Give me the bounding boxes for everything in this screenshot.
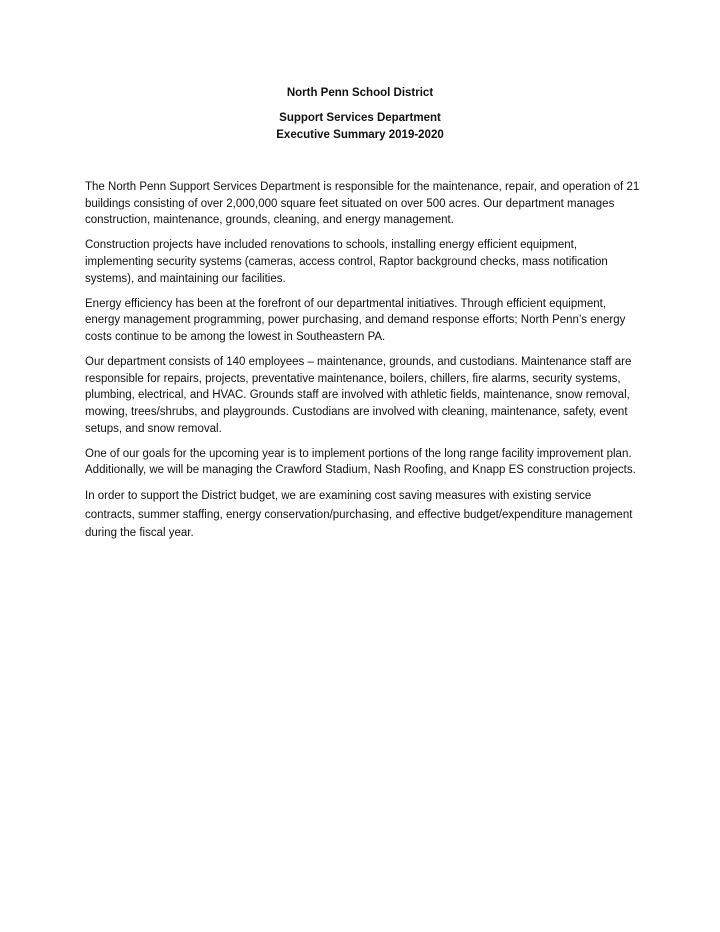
paragraph-goals: One of our goals for the upcoming year is to implement portions of the long range facility improvement plan. Additionally, we will be managing the Crawford Stadium, Nash Roofing, and Knapp ES construction projects. [85,447,636,477]
paragraph-staff: Our department consists of 140 employees – maintenance, grounds, and custodians. Maintenance staff are responsible for repairs, projects, preventative maintenance, boilers, chillers, fire alarms, security systems, plumbing, electrical, and HVAC. Grounds staff are involved with athletic fields, maintenance, snow removal, mowing, trees/shrubs, and playgrounds. Custodians are involved with cleaning, maintenance, safety, event setups, and snow removal. [85,356,632,435]
paragraph-budget: In order to support the District budget, we are examining cost saving measures with existing service contracts, summer staffing, energy conservation/purchasing, and effective budget/expenditure management during the fiscal year. [85,490,633,540]
paragraph-construction: Construction projects have included renovations to schools, installing energy efficient equipment, implementing security systems (cameras, access control, Raptor background checks, mass notification systems), and maintaining our facilities. [85,239,608,285]
paragraph-overview: The North Penn Support Services Department is responsible for the maintenance, repair, and operation of 21 buildings consisting of over 2,000,000 square feet situated on over 500 acres. Our department manages construction, maintenance, grounds, cleaning, and energy management. [85,181,640,227]
paragraph-energy: Energy efficiency has been at the forefront of our departmental initiatives. Through efficient equipment, energy management programming, power purchasing, and demand response efforts; North Penn’s energy costs continue to be among the lowest in Southeastern PA. [85,297,626,343]
summary-title: Executive Summary 2019-2020 [276,129,444,141]
document-body [85,179,641,551]
district-title: North Penn School District [286,87,434,99]
department-title: Support Services Department [279,112,441,124]
